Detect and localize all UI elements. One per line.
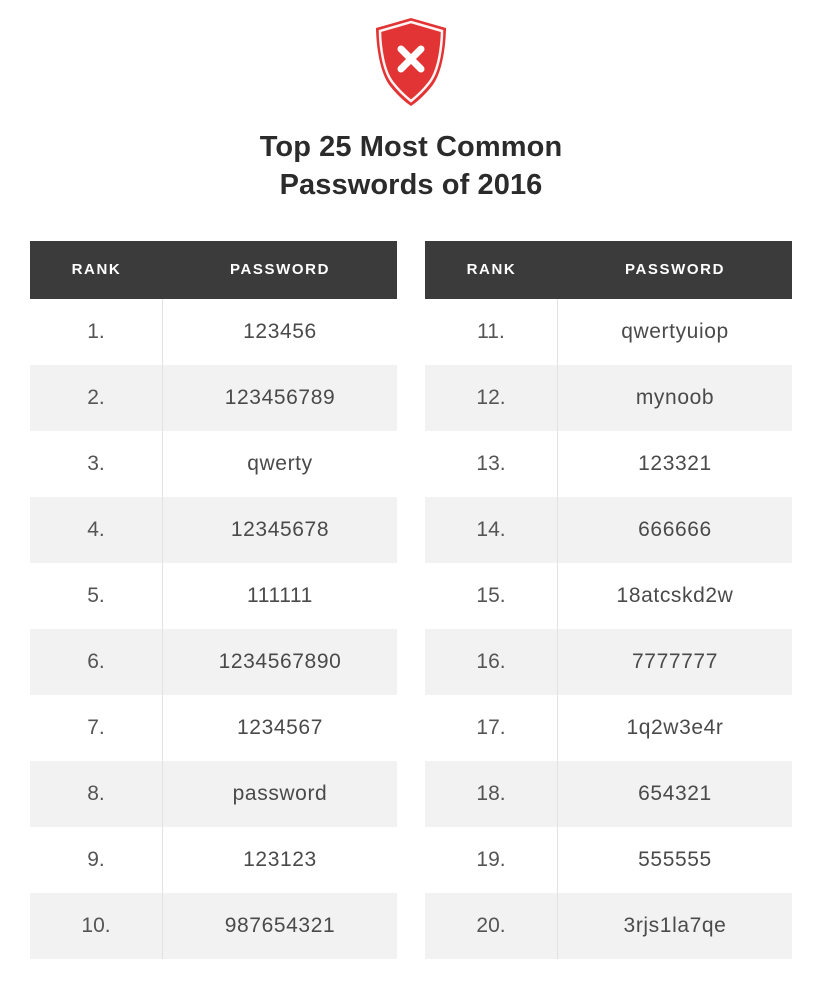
- cell-rank: 6.: [30, 629, 163, 695]
- cell-rank: 16.: [425, 629, 558, 695]
- cell-password: qwertyuiop: [621, 319, 729, 343]
- cell-rank: 15.: [425, 563, 558, 629]
- table-row: [30, 299, 397, 365]
- cell-rank: 13.: [425, 431, 558, 497]
- table-row: [425, 365, 792, 431]
- table-row: [425, 497, 792, 563]
- cell-rank: 17.: [425, 695, 558, 761]
- table-header-row: [30, 241, 397, 299]
- cell-password: 123456: [243, 319, 317, 343]
- column-header-rank: RANK: [71, 261, 122, 279]
- table-row: [30, 365, 397, 431]
- cell-rank: 3.: [30, 431, 163, 497]
- table-row: [425, 299, 792, 365]
- table-row: [30, 497, 397, 563]
- table-header-row: [425, 241, 792, 299]
- table-row: [30, 629, 397, 695]
- cell-rank: 7.: [30, 695, 163, 761]
- cell-password: 666666: [638, 517, 712, 541]
- cell-rank: 5.: [30, 563, 163, 629]
- table-row: [425, 893, 792, 959]
- cell-password: 18atcskd2w: [616, 583, 734, 607]
- table-row: [425, 827, 792, 893]
- table-row: [30, 431, 397, 497]
- cell-rank: 9.: [30, 827, 163, 893]
- cell-password: mynoob: [635, 385, 715, 409]
- table-row: [30, 893, 397, 959]
- cell-password: 1q2w3e4r: [626, 715, 724, 739]
- table-row: [30, 761, 397, 827]
- cell-password: 654321: [638, 781, 712, 805]
- cell-rank: 2.: [30, 365, 163, 431]
- table-row: [425, 761, 792, 827]
- cell-rank: 8.: [30, 761, 163, 827]
- cell-password: 1234567: [237, 715, 323, 739]
- table-row: [425, 695, 792, 761]
- shield-x-icon: [372, 16, 450, 108]
- cell-rank: 1.: [30, 299, 163, 365]
- cell-rank: 11.: [425, 299, 558, 365]
- cell-password: 7777777: [632, 649, 718, 673]
- cell-rank: 18.: [425, 761, 558, 827]
- password-table-left: [30, 241, 397, 959]
- cell-password: 3rjs1la7qe: [623, 913, 727, 937]
- cell-rank: 4.: [30, 497, 163, 563]
- tables-container: [0, 241, 822, 959]
- cell-password: 987654321: [224, 913, 336, 937]
- cell-password: qwerty: [247, 451, 313, 475]
- cell-rank: 10.: [30, 893, 163, 959]
- cell-password: 123321: [638, 451, 712, 475]
- cell-rank: 12.: [425, 365, 558, 431]
- column-header-rank: RANK: [466, 261, 517, 279]
- table-row: [30, 827, 397, 893]
- cell-password: password: [232, 781, 328, 805]
- cell-password: 1234567890: [218, 649, 342, 673]
- page-title-line-1: Top 25 Most Common: [259, 131, 563, 163]
- table-row: [30, 695, 397, 761]
- cell-password: 555555: [638, 847, 712, 871]
- column-header-password: PASSWORD: [229, 261, 331, 279]
- cell-rank: 19.: [425, 827, 558, 893]
- logo-container: [0, 0, 822, 108]
- cell-password: 12345678: [230, 517, 330, 541]
- table-row: [425, 629, 792, 695]
- page-title: [0, 128, 822, 205]
- page-title-line-2: Passwords of 2016: [279, 169, 543, 202]
- table-row: [425, 431, 792, 497]
- table-row: [425, 563, 792, 629]
- cell-password: 123456789: [224, 385, 336, 409]
- password-table-right: [425, 241, 792, 959]
- cell-password: 123123: [243, 847, 317, 871]
- cell-rank: 14.: [425, 497, 558, 563]
- column-header-password: PASSWORD: [624, 261, 726, 279]
- cell-rank: 20.: [425, 893, 558, 959]
- table-row: [30, 563, 397, 629]
- cell-password: 111111: [247, 583, 313, 607]
